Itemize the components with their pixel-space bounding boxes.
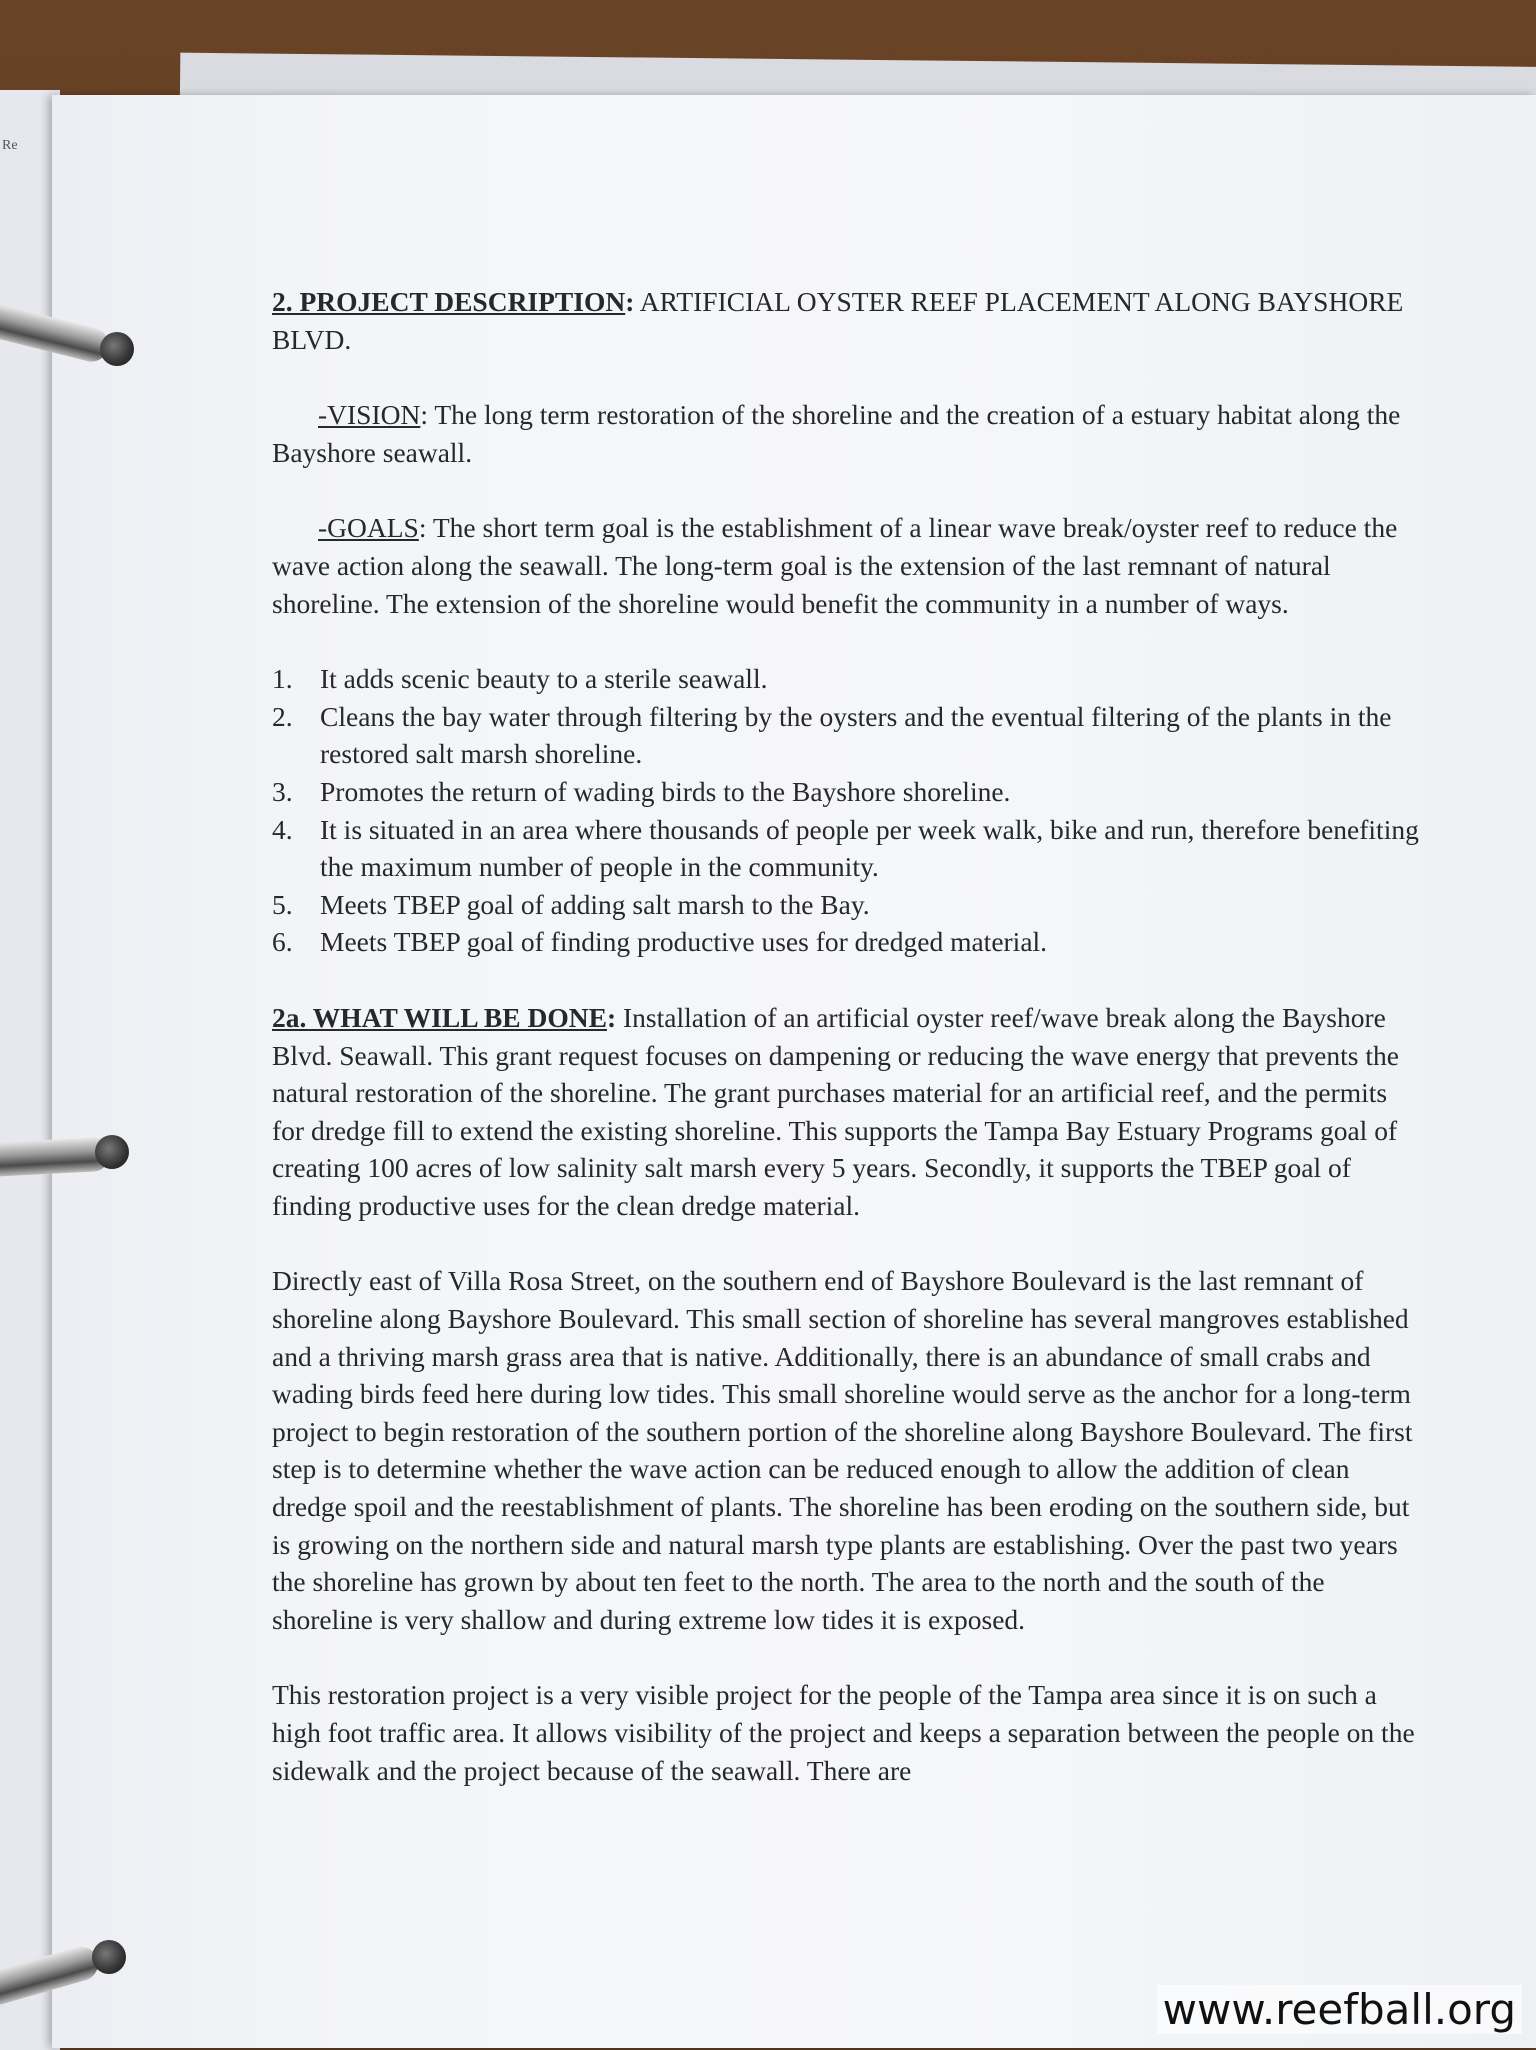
- goals-paragraph: [272, 509, 1422, 622]
- list-item: [272, 660, 1422, 698]
- list-item: [272, 811, 1422, 886]
- page-edge-text: Re: [2, 138, 18, 153]
- list-item-text: It adds scenic beauty to a sterile seawall.: [320, 663, 768, 695]
- list-item-number: 6.: [272, 926, 293, 958]
- list-item: [272, 923, 1422, 961]
- list-item-number: 4.: [272, 813, 293, 845]
- restoration-paragraph: This restoration project is a very visible project for the people of the Tampa area since it is on such a high foot traffic area. It allows visibility of the project and keeps a separation between the people on the sidewalk and the project because of the seawall. There are: [272, 1679, 1415, 1786]
- list-item-text: Cleans the bay water through filtering by the oysters and the eventual filtering of the plants in the restored salt marsh shoreline.: [320, 700, 1392, 770]
- underlying-page: [0, 90, 60, 2050]
- vision-text: : The long term restoration of the shoreline and the creation of a estuary habitat along the Bayshore seawall.: [272, 399, 1401, 468]
- list-item-text: Meets TBEP goal of adding salt marsh to the Bay.: [320, 888, 870, 920]
- section-2a-label: 2a. WHAT WILL BE DONE: [272, 1001, 607, 1033]
- binder-hole-middle: [95, 1135, 129, 1169]
- section-2-title: ARTIFICIAL OYSTER REEF PLACEMENT ALONG BAYSHORE BLVD.: [272, 286, 1404, 355]
- section-2-colon: :: [625, 286, 635, 317]
- list-item-number: 2.: [272, 700, 293, 732]
- watermark: www.reefball.org: [1157, 1985, 1522, 2034]
- goals-label: -GOALS: [318, 512, 419, 544]
- section-2-heading: [272, 283, 1422, 358]
- goals-text: : The short term goal is the establishment of a linear wave break/oyster reef to reduce the wave action along the seawall. The long-term goal is the extension of the last remnant of natural shoreline. The extension of the shoreline would benefit the community in a number of ways.: [272, 512, 1398, 619]
- vision-paragraph: [272, 396, 1422, 471]
- binder-hole-top: [100, 332, 134, 366]
- document-body: [272, 283, 1422, 1789]
- vision-label: -VISION: [318, 399, 421, 431]
- list-item: [272, 773, 1422, 811]
- list-item-number: 3.: [272, 775, 293, 807]
- list-item: [272, 886, 1422, 924]
- list-item: [272, 698, 1422, 773]
- binder-ring-middle: [0, 1137, 111, 1178]
- list-item-text: Meets TBEP goal of finding productive uses for dredged material.: [320, 926, 1048, 958]
- villa-rosa-paragraph: Directly east of Villa Rosa Street, on the southern end of Bayshore Boulevard is the last remnant of shoreline along Bayshore Boulevard. This small section of shoreline has several mangroves established and a thriving marsh grass area that is native. Additionally, there is an abundance of small crabs and wading birds feed here during low tides. This small shoreline would serve as the anchor for a long-term project to begin restoration of the southern portion of the shoreline along Bayshore Boulevard. The first step is to determine whether the wave action can be reduced enough to allow the addition of clean dredge spoil and the reestablishment of plants. The shoreline has been eroding on the southern side, but is growing on the northern side and natural marsh type plants are establishing. Over the past two years the shoreline has grown by about ten feet to the north. The area to the north and the south of the shoreline is very shallow and during extreme low tides it is exposed.: [272, 1265, 1413, 1635]
- list-item-number: 1.: [272, 663, 293, 695]
- section-2a-text: Installation of an artificial oyster reef/wave break along the Bayshore Blvd. Seawall. This grant request focuses on dampening or reducing the wave energy that prevents the natural restoration of the shoreline. The grant purchases material for an artificial reef, and the permits for dredge fill to extend the existing shoreline. This supports the Tampa Bay Estuary Programs goal of creating 100 acres of low salinity salt marsh every 5 years. Secondly, it supports the TBEP goal of finding productive uses for the clean dredge material.: [272, 1001, 1399, 1221]
- list-item-text: Promotes the return of wading birds to the Bayshore shoreline.: [320, 775, 1011, 807]
- section-2-label: 2. PROJECT DESCRIPTION: [272, 286, 626, 317]
- section-2a-colon: :: [606, 1001, 617, 1033]
- binder-hole-bottom: [92, 1940, 126, 1974]
- benefits-list: [272, 660, 1422, 961]
- list-item-number: 5.: [272, 888, 293, 920]
- section-2a-paragraph: [272, 999, 1422, 1225]
- list-item-text: It is situated in an area where thousands of people per week walk, bike and run, therefore benefiting the maximum number of people in the community.: [320, 813, 1419, 883]
